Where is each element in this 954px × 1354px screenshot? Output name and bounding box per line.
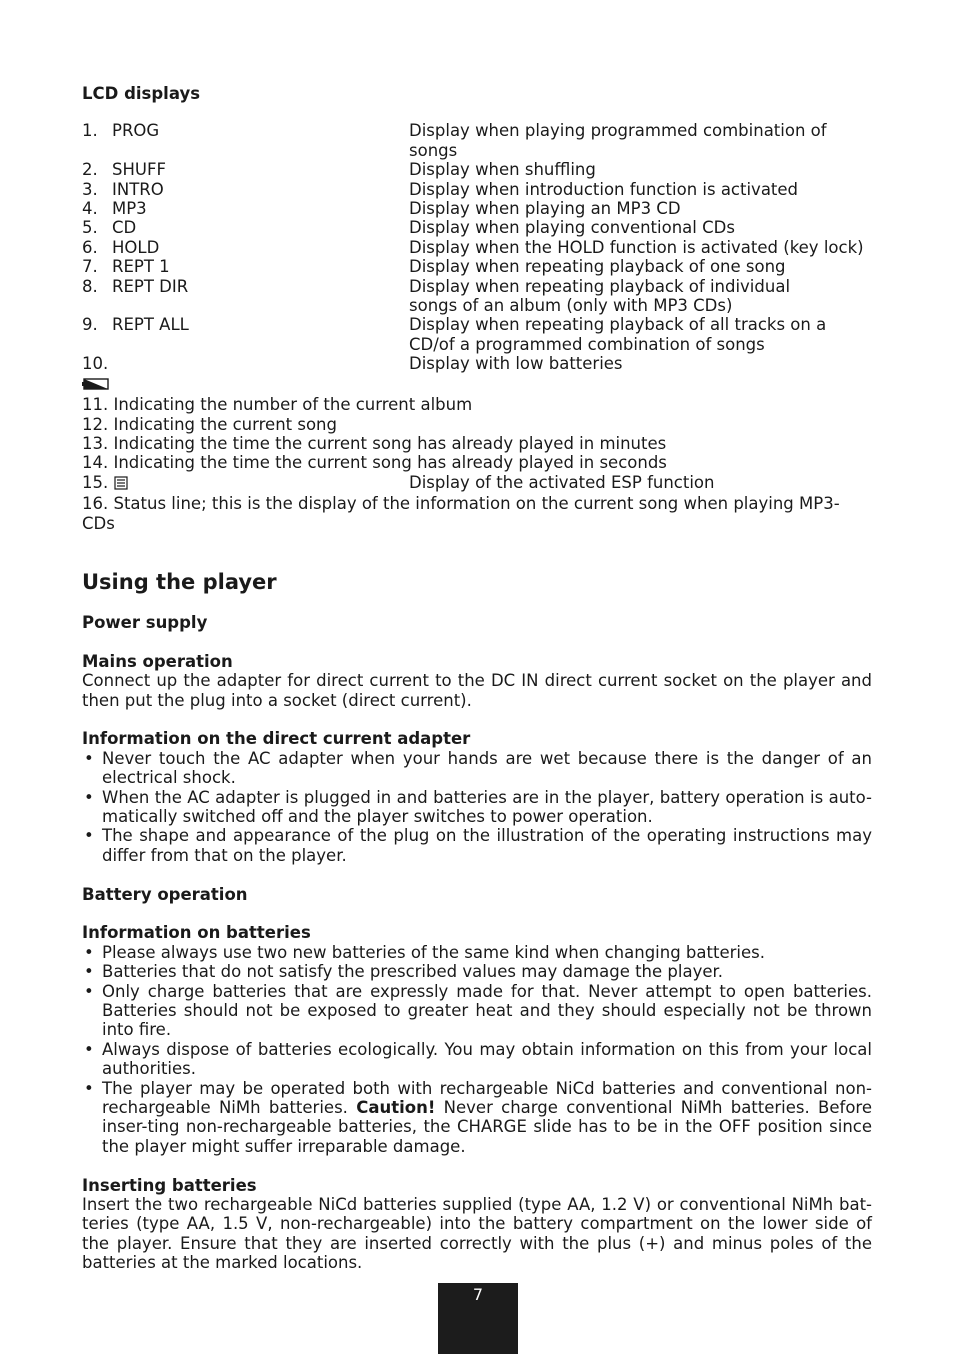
lcd-item-6 xyxy=(82,238,872,257)
lcd-item-name: CD xyxy=(112,218,137,238)
description-line: Display when shuffling xyxy=(409,160,596,180)
page-content xyxy=(82,84,872,1273)
lcd-item-number: 9. xyxy=(82,315,98,335)
low-battery-icon xyxy=(82,376,110,395)
lcd-item-11: 11. Indicating the number of the current album xyxy=(82,395,473,415)
power-supply-heading: Power supply xyxy=(82,612,208,632)
bullet-icon: • xyxy=(84,962,94,982)
lcd-item-name: REPT DIR xyxy=(112,276,189,296)
lcd-displays-heading: LCD displays xyxy=(82,84,201,103)
battery-operation-heading: Battery operation xyxy=(82,884,248,904)
bullet-icon: • xyxy=(84,748,94,768)
lcd-item-description xyxy=(409,277,872,316)
mains-operation-heading: Mains operation xyxy=(82,651,233,671)
using-the-player-heading: Using the player xyxy=(82,569,277,594)
lcd-item-1 xyxy=(82,121,872,160)
lcd-list xyxy=(82,121,872,354)
lcd-item-description: Display of the activated ESP function xyxy=(409,472,715,492)
lcd-item-description xyxy=(409,238,872,257)
adapter-info-heading: Information on the direct current adapter xyxy=(82,729,471,749)
description-line: Display when the HOLD function is activated (key lock) xyxy=(409,237,864,257)
battery-info-heading: Information on batteries xyxy=(82,923,311,943)
caution-label: Caution! xyxy=(356,1098,436,1118)
lcd-item-2 xyxy=(82,160,872,179)
bullet-icon: • xyxy=(84,826,94,846)
lcd-item-name: MP3 xyxy=(112,199,147,219)
list-item: • The shape and appearance of the plug on the illustration of the operating instructions may differ from that on the player. xyxy=(84,826,872,865)
list-item: • Please always use two new batteries of the same kind when changing batteries. xyxy=(84,942,765,962)
lcd-item-name: INTRO xyxy=(112,179,164,199)
lcd-item-description: Display with low batteries xyxy=(409,354,623,374)
description-line: CD/of a programmed combination of songs xyxy=(409,334,765,354)
lcd-item-number: 3. xyxy=(82,179,98,199)
lcd-item-5 xyxy=(82,218,872,237)
lcd-item-8 xyxy=(82,277,872,316)
lcd-item-number: 10. xyxy=(82,354,109,374)
description-line: Display when repeating playback of individual xyxy=(409,276,791,296)
esp-icon xyxy=(114,475,128,494)
description-line: songs of an album (only with MP3 CDs) xyxy=(409,296,733,316)
lcd-item-9 xyxy=(82,315,872,354)
lcd-item-number: 15. xyxy=(82,472,109,492)
list-item: • Never touch the AC adapter when your hands are wet because there is the danger of an electrical shock. xyxy=(84,748,872,788)
bullet-icon: • xyxy=(84,1039,94,1059)
bullet-icon: • xyxy=(84,942,94,962)
description-line: Display when playing an MP3 CD xyxy=(409,199,681,219)
lcd-item-3 xyxy=(82,180,872,199)
inserting-batteries-text: Insert the two rechargeable NiCd batteries supplied (type AA, 1.2 V) or conventional NiMh bat-teries (type AA, 1.5 V, non-rechargeable) into the battery compartment on the lower side of the player. Ensure that they are inserted correctly with the plus (+) and minus poles of the batteries at the marked locations. xyxy=(82,1195,872,1273)
lcd-item-name: SHUFF xyxy=(112,160,166,180)
description-line: Display when introduction function is activated xyxy=(409,179,799,199)
list-item: • When the AC adapter is plugged in and batteries are in the player, battery operation is auto-matically switched off and the player switches to power operation. xyxy=(84,787,872,826)
lcd-item-name: PROG xyxy=(112,121,160,141)
lcd-item-7 xyxy=(82,257,872,276)
list-item-caution: • The player may be operated both with rechargeable NiCd batteries and conventional non-rechargeable NiMh batteries. Caution! Never charge conventional NiMh batteries. Before inser-ting non-rechargeable batteries, the CHARGE slide has to be in the OFF position since the player might suffer irreparable damage. xyxy=(84,1078,873,1156)
lcd-item-4 xyxy=(82,199,872,218)
description-line: Display when playing programmed combination of songs xyxy=(409,121,827,160)
lcd-item-description xyxy=(409,180,872,199)
lcd-item-15 xyxy=(82,473,872,494)
lcd-item-name: REPT ALL xyxy=(112,315,189,335)
lcd-item-description xyxy=(409,218,872,237)
list-item: • Always dispose of batteries ecologically. You may obtain information on this from your local authorities. xyxy=(84,1039,872,1079)
lcd-item-13: 13. Indicating the time the current song has already played in minutes xyxy=(82,433,667,453)
lcd-item-description xyxy=(409,121,872,160)
list-item: • Only charge batteries that are expressly made for that. Never attempt to open batteries. Batteries should not be exposed to greater heat and they should especially not be thrown into fire. xyxy=(84,981,872,1040)
lcd-item-10 xyxy=(82,354,872,395)
lcd-item-number: 4. xyxy=(82,199,98,219)
lcd-item-description xyxy=(409,160,872,179)
bullet-icon: • xyxy=(84,981,94,1001)
bullet-icon: • xyxy=(84,1078,94,1098)
bullet-icon: • xyxy=(84,787,94,807)
lcd-item-12: 12. Indicating the current song xyxy=(82,414,337,434)
page-number: 7 xyxy=(472,1285,484,1304)
description-line: Display when repeating playback of all tracks on a xyxy=(409,315,827,335)
lcd-item-14: 14. Indicating the time the current song has already played in seconds xyxy=(82,453,667,473)
lcd-item-description xyxy=(409,315,872,354)
lcd-item-number: 7. xyxy=(82,257,98,277)
lcd-item-number: 6. xyxy=(82,237,98,257)
lcd-item-number: 8. xyxy=(82,276,98,296)
description-line: Display when playing conventional CDs xyxy=(409,218,735,238)
inserting-batteries-heading: Inserting batteries xyxy=(82,1175,257,1195)
lcd-item-description xyxy=(409,199,872,218)
lcd-item-description xyxy=(409,257,872,276)
lcd-item-16: 16. Status line; this is the display of the information on the current song when playing MP3-CDs xyxy=(82,494,840,533)
adapter-info-list xyxy=(82,749,872,865)
list-item: • Batteries that do not satisfy the prescribed values may damage the player. xyxy=(84,962,724,982)
lcd-item-number: 5. xyxy=(82,218,98,238)
description-line: Display when repeating playback of one song xyxy=(409,257,786,277)
lcd-item-number: 2. xyxy=(82,160,98,180)
battery-info-list xyxy=(82,943,872,1156)
page-number-box xyxy=(438,1283,518,1354)
mains-operation-text: Connect up the adapter for direct current to the DC IN direct current socket on the player and then put the plug into a socket (direct current). xyxy=(82,671,872,710)
lcd-item-name: REPT 1 xyxy=(112,257,170,277)
lcd-item-name: HOLD xyxy=(112,237,160,257)
lcd-item-number: 1. xyxy=(82,121,98,141)
